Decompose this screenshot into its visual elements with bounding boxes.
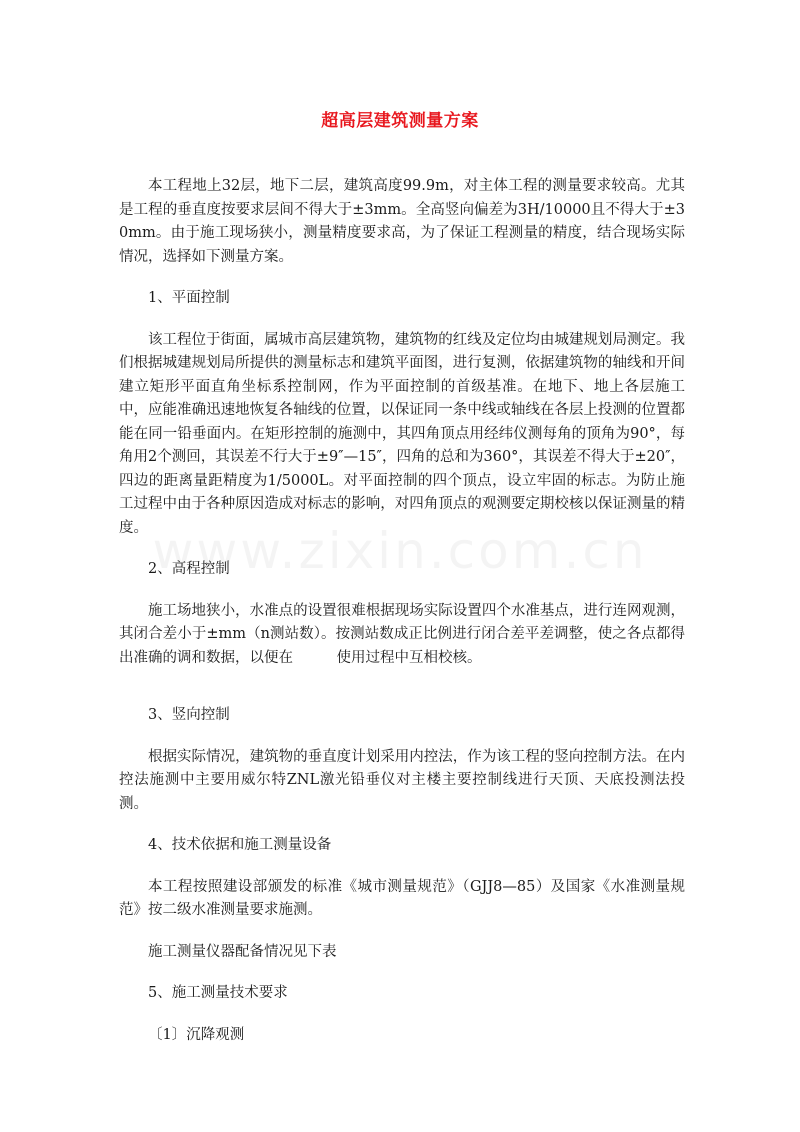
subsection-settlement-observation: 〔1〕沉降观测 — [148, 1026, 245, 1043]
plane-control-paragraph: 该工程位于街面，属城市高层建筑物，建筑物的红线及定位均由城建规划局测定。我们根据城建规划局所提供的测量标志和建筑平面图，进行复测，依据建筑物的轴线和开间建立矩形平面直角坐标系控制网，作为平面控制的首级基准。在地下、地上各层施工 中，应能准确迅速地恢复各轴线的位置，以保证同一条中线或轴线在各层上投测的位置都能在同一铅垂面内。在矩形控制的施测中，其四角顶点用经纬仪测每角的顶角为90°，每角用2个测回，其误差不行大于±9″—15″，四角的总和为360°，其误差不得大于±20″，四边的距离量距精度为1/5000L。对平面控制的四个顶点，设立牢固的标志。为防止施工过程中由于各种原因造成对标志的影响，对四角顶点的观测要定期校核以保证测量的精度。 — [119, 331, 685, 536]
vertical-control-paragraph: 根据实际情况，建筑物的垂直度计划采用内控法，作为该工程的竖向控制方法。在内控法施测中主要用威尔特ZNL激光铅垂仪对主楼主要控制线进行天顶、天底投测法投测。 — [119, 748, 685, 812]
document-body — [119, 175, 685, 1047]
elevation-control-paragraph: 施工场地狭小，水准点的设置很难根据现场实际设置四个水准基点，进行连网观测，其闭合差小于±mm（n测站数）。按测站数成正比例进行闭合差平差调整，使之各点都得出准确的调和数据，以便在 使用过程中互相校核。 — [119, 602, 685, 666]
section-heading-plane-control: 1、平面控制 — [148, 290, 230, 306]
section-heading-technical-requirements: 5、施工测量技术要求 — [148, 985, 288, 1001]
technical-basis-paragraph: 本工程按照建设部颁发的标准《城市测量规范》（GJJ8—85）及国家《水准测量规范》按二级水准测量要求施测。 — [119, 878, 685, 918]
equipment-table-note: 施工测量仪器配备情况见下表 — [148, 943, 337, 960]
intro-paragraph: 本工程地上32层，地下二层，建筑高度99.9m，对主体工程的测量要求较高。尤其是工程的垂直度按要求层间不得大于±3mm。全高竖向偏差为3H/10000且不得大于±30mm。由于施工现场狭小，测量精度要求高，为了保证工程测量的精度，结合现场实际情况，选择如下测量方案。 — [119, 178, 685, 265]
section-heading-elevation-control: 2、高程控制 — [148, 561, 230, 577]
section-heading-vertical-control: 3、竖向控制 — [148, 707, 230, 723]
section-heading-technical-basis: 4、技术依据和施工测量设备 — [148, 837, 332, 853]
page-title: 超高层建筑测量方案 — [321, 111, 479, 131]
